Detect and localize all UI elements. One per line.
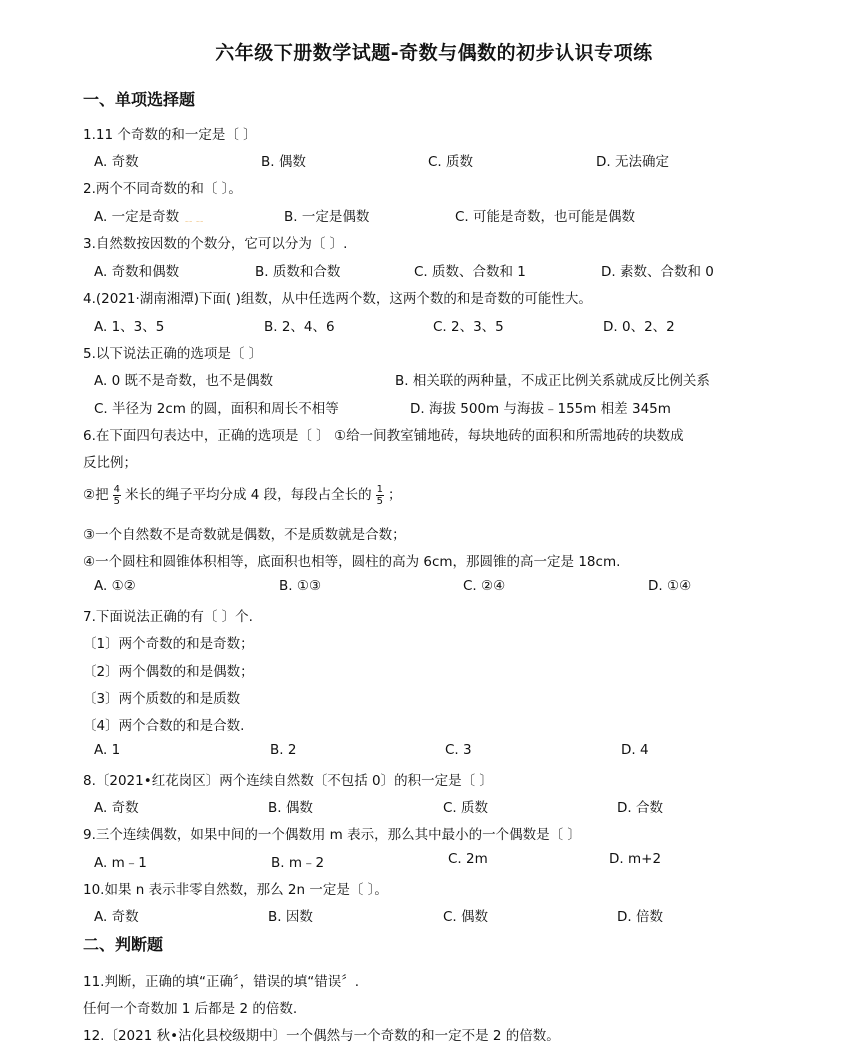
question-1-option-c: C. 质数	[428, 154, 474, 170]
question-6-statement-3: ③一个自然数不是奇数就是偶数，不是质数就是合数；	[83, 527, 406, 543]
question-6-stem: 6.在下面四句表达中，正确的选项是〔 〕 ①给一间教室铺地砖，每块地砖的面积和所需地砖的块数成	[83, 428, 684, 444]
annotation-mark: ﹎﹎	[183, 211, 206, 224]
question-3-option-c: C. 质数、合数和 1	[414, 264, 526, 280]
question-8-stem: 8.〔2021•红花岗区〕两个连续自然数〔不包括 0〕的积一定是〔 〕	[83, 773, 493, 789]
question-5-option-d: D. 海拔 500m 与海拔﹣155m 相差 345m	[410, 401, 671, 417]
question-7-option-a: A. 1	[94, 742, 121, 758]
question-4-option-b: B. 2、4、6	[264, 319, 335, 335]
question-3-stem: 3.自然数按因数的个数分，它可以分为〔 〕.	[83, 236, 348, 252]
question-7-stem: 7.下面说法正确的有〔 〕个.	[83, 609, 253, 625]
question-11-stem: 11.判断，正确的填“正确〞，错误的填“错误〞.	[83, 974, 359, 990]
question-4-option-a: A. 1、3、5	[94, 319, 165, 335]
question-12-stem: 12.〔2021 秋•沾化县校级期中〕一个偶然与一个奇数的和一定不是 2 的倍数。	[83, 1028, 560, 1044]
question-2-stem: 2.两个不同奇数的和〔 〕。	[83, 181, 242, 197]
question-1-option-a: A. 奇数	[94, 154, 139, 170]
question-9-option-a: A. m﹣1	[94, 855, 147, 871]
question-10-option-d: D. 倍数	[617, 909, 663, 925]
question-9-option-d: D. m+2	[609, 851, 662, 867]
fraction-one-fifth	[376, 484, 384, 507]
question-4-option-c: C. 2、3、5	[433, 319, 504, 335]
question-7-item-2: 〔2〕两个偶数的和是偶数；	[83, 664, 254, 680]
fraction-four-fifths	[113, 484, 121, 507]
question-6-option-a: A. ①②	[94, 578, 136, 594]
question-11-statement: 任何一个奇数加 1 后都是 2 的倍数.	[83, 1001, 298, 1017]
document-title: 六年级下册数学试题-奇数与偶数的初步认识专项练	[215, 42, 653, 64]
statement-2-prefix: ②把	[83, 487, 109, 503]
fraction-denominator: 5	[113, 495, 120, 507]
question-2-option-a	[94, 205, 205, 225]
question-4-option-d: D. 0、2、2	[603, 319, 675, 335]
fraction-numerator: 4	[113, 483, 120, 495]
question-1-stem: 1.11 个奇数的和一定是〔 〕	[83, 127, 257, 143]
question-6-option-d: D. ①④	[648, 578, 692, 594]
question-10-stem: 10.如果 n 表示非零自然数，那么 2n 一定是〔 〕。	[83, 882, 388, 898]
question-9-stem: 9.三个连续偶数，如果中间的一个偶数用 m 表示，那么其中最小的一个偶数是〔 〕	[83, 827, 581, 843]
question-6-option-c: C. ②④	[463, 578, 506, 594]
question-8-option-a: A. 奇数	[94, 800, 139, 816]
question-2-option-a-label: A. 一定是奇数	[94, 209, 180, 225]
question-8-option-b: B. 偶数	[268, 800, 313, 816]
question-8-option-c: C. 质数	[443, 800, 489, 816]
question-9-option-b: B. m﹣2	[271, 855, 325, 871]
question-9-option-c: C. 2m	[448, 851, 488, 867]
question-7-item-4: 〔4〕两个合数的和是合数.	[83, 718, 245, 734]
question-10-option-a: A. 奇数	[94, 909, 139, 925]
question-6-statement-4: ④一个圆柱和圆锥体积相等，底面积也相等，圆柱的高为 6cm，那圆锥的高一定是 18cm.	[83, 554, 621, 570]
question-3-option-b: B. 质数和合数	[255, 264, 341, 280]
question-7-option-d: D. 4	[621, 742, 649, 758]
question-8-option-d: D. 合数	[617, 800, 663, 816]
question-5-option-b: B. 相关联的两种量，不成正比例关系就成反比例关系	[395, 373, 710, 389]
question-1-option-d: D. 无法确定	[596, 154, 669, 170]
question-5-option-c: C. 半径为 2cm 的圆，面积和周长不相等	[94, 401, 339, 417]
statement-2-suffix: ；	[388, 487, 402, 503]
statement-2-middle: 米长的绳子平均分成 4 段，每段占全长的	[124, 487, 372, 503]
question-5-option-a: A. 0 既不是奇数，也不是偶数	[94, 373, 273, 389]
question-7-option-b: B. 2	[270, 742, 297, 758]
question-2-option-c: C. 可能是奇数，也可能是偶数	[455, 209, 636, 225]
question-3-option-a: A. 奇数和偶数	[94, 264, 180, 280]
fraction-denominator: 5	[376, 495, 384, 507]
question-6-option-b: B. ①③	[279, 578, 322, 594]
question-7-item-1: 〔1〕两个奇数的和是奇数；	[83, 636, 254, 652]
section-heading-true-false: 二、判断题	[83, 935, 164, 954]
question-2-option-b: B. 一定是偶数	[284, 209, 370, 225]
question-7-option-c: C. 3	[445, 742, 472, 758]
question-6-statement-2	[83, 483, 402, 507]
section-heading-single-choice: 一、单项选择题	[83, 90, 196, 109]
question-10-option-b: B. 因数	[268, 909, 313, 925]
question-5-stem: 5.以下说法正确的选项是〔 〕	[83, 346, 263, 362]
question-10-option-c: C. 偶数	[443, 909, 489, 925]
question-3-option-d: D. 素数、合数和 0	[601, 264, 714, 280]
question-7-item-3: 〔3〕两个质数的和是质数	[83, 691, 241, 707]
question-4-stem: 4.(2021·湖南湘潭)下面( )组数，从中任选两个数，这两个数的和是奇数的可能性大。	[83, 291, 592, 307]
question-6-stem-cont: 反比例；	[83, 455, 137, 471]
question-1-option-b: B. 偶数	[261, 154, 306, 170]
fraction-numerator: 1	[376, 483, 384, 495]
